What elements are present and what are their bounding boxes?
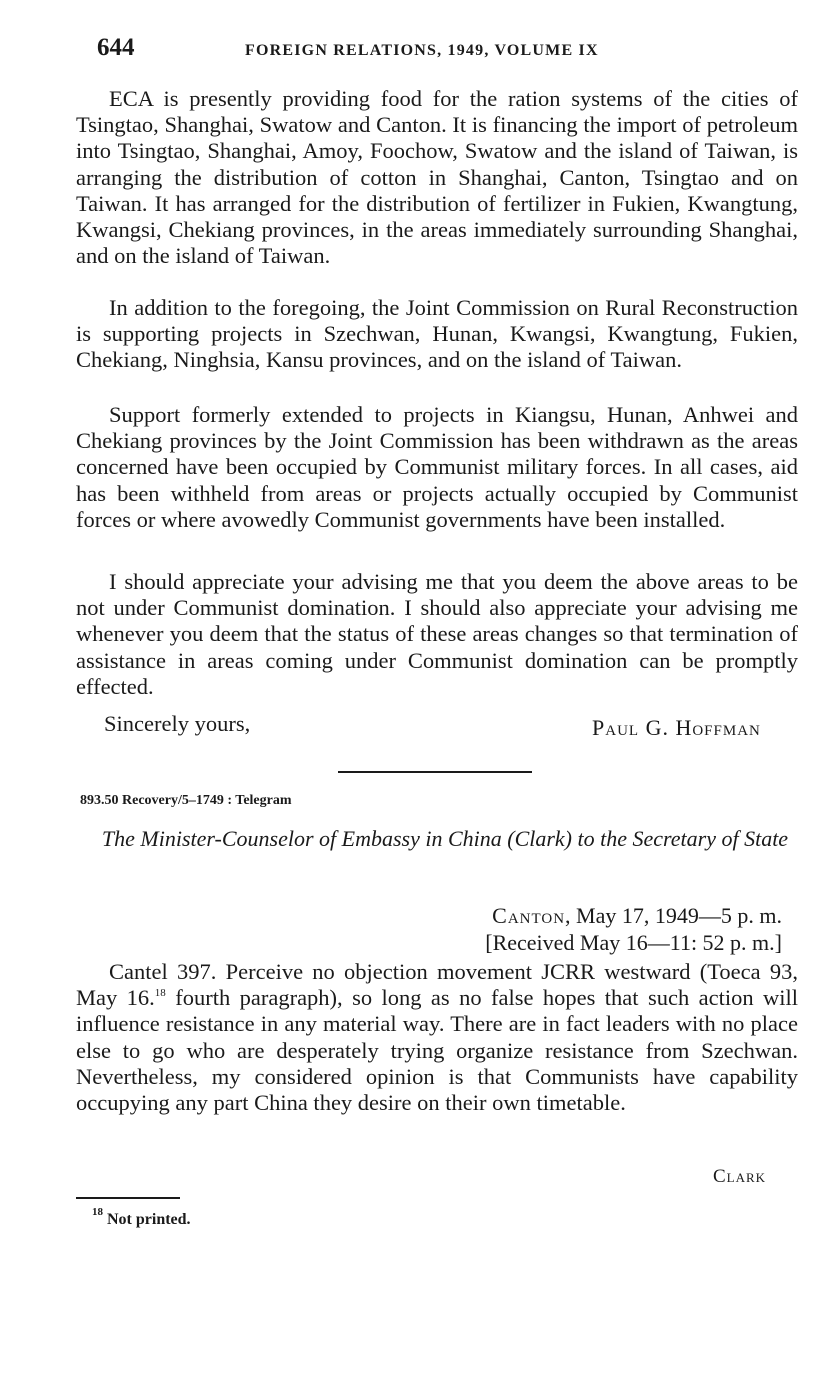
paragraph-text: In addition to the foregoing, the Joint Commission on Rural Reconstruction is supporting projects in Szechwan, Hunan, Kwangsi, Kwangtung, Fukien, Chekiang, Ninghsia, Kansu provinces, and on the island of Taiwan. — [76, 295, 798, 373]
letter-signature: Paul G. Hoffman — [592, 715, 761, 740]
dateline-city: Canton — [492, 903, 566, 928]
page-number: 644 — [97, 34, 135, 61]
telegram-paragraph — [76, 959, 798, 1116]
letter-closing: Sincerely yours, — [104, 711, 251, 736]
letter-paragraph-4 — [76, 569, 798, 700]
dateline-received: [Received May 16—11: 52 p. m.] — [485, 930, 782, 955]
journal-title: FOREIGN RELATIONS, 1949, VOLUME IX — [245, 42, 599, 59]
telegram-body — [76, 959, 798, 1116]
running-head — [97, 34, 797, 64]
letter-paragraph-3 — [76, 402, 798, 533]
telegram-signature: Clark — [713, 1166, 767, 1187]
paragraph-text: ECA is presently providing food for the ration systems of the cities of Tsingtao, Shanghai, Swatow and Canton. It is financing the import of petroleum into Tsingtao, Shanghai, Amoy, Foochow, Swatow and the island of Taiwan, is arranging the distribution of cotton in Shanghai, Canton, Tsingtao and on Taiwan. It has arranged for the distribution of fertilizer in Fukien, Kwangtung, Kwangsi, Chekiang provinces, in the areas immediately surrounding Shanghai, and on the island of Taiwan. — [76, 86, 798, 269]
paragraph-text: I should appreciate your advising me that you deem the above areas to be not under Communist domination. I should also appreciate your advising me whenever you deem that the status of these areas changes so that termination of assistance in areas coming under Communist domination can be promptly effected. — [76, 569, 798, 699]
paragraph-text: Support formerly extended to projects in Kiangsu, Hunan, Anhwei and Chekiang provinces by the Joint Commission has been withdrawn as the areas concerned have been occupied by Communist military forces. In all cases, aid has been withheld from areas or projects actually occupied by Communist forces or where avowedly Communist governments have been installed. — [76, 402, 798, 532]
footnote-text: Not printed. — [107, 1211, 191, 1228]
letter-paragraph-1 — [76, 86, 798, 269]
section-divider — [338, 771, 532, 773]
letter-paragraph-2 — [76, 295, 798, 374]
file-reference: 893.50 Recovery/5–1749 : Telegram — [80, 793, 292, 808]
dateline-date: , May 17, 1949—5 p. m. — [565, 903, 782, 928]
footnote-reference: 18 — [154, 987, 166, 1000]
dateline-sent — [485, 902, 782, 929]
telegram-text-part-2: fourth paragraph), so long as no false hopes that such action will influence resistance in any material way. There are in fact leaders with no place else to go who are desperately trying organize resistance from Szechwan. Nevertheless, my considered opinion is that Communists have capability occupying any part China they desire on their own timetable. — [76, 985, 798, 1116]
dateline — [485, 902, 782, 956]
footnote — [92, 1206, 191, 1229]
telegram-text-part-1: Cantel 397. Perceive no objection movement JCRR westward (Toeca 93, May 16. — [76, 959, 798, 1011]
footnote-divider — [76, 1197, 180, 1199]
document-heading: The Minister-Counselor of Embassy in China (Clark) to the Secretary of State — [101, 826, 789, 851]
footnote-marker: 18 — [92, 1206, 103, 1218]
